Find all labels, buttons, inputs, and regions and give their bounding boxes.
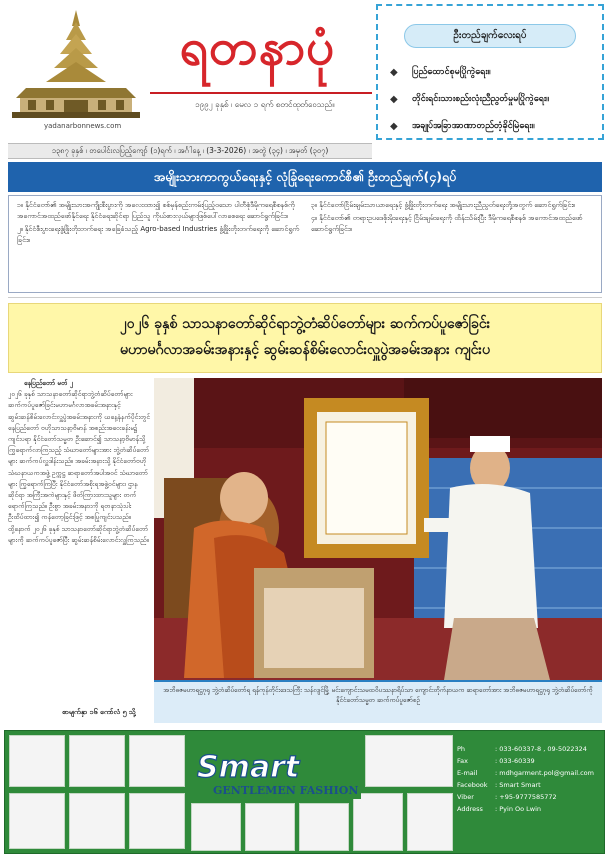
point-item: ၃။ နိုင်ငံတော်ငြိမ်းချမ်းသာယာရေးနှင့် ဖွံ့ဖြိုးတိုးတက်ရေး အမျိုးသားညီညွတ်ရေးတို့အတွက် ဆောင်ရွက်ခြင်း။ xyxy=(311,201,576,209)
point-item: ၄။ နိုင်ငံတော်၏ တရားဥပဒေစိုးမိုးရေးနှင့် ငြိမ်းချမ်းရေးကို ထိန်းသိမ်းပြီး ဒီမိုကရေစီစနစ် အကောင်အထည်ဖော်ဆောင်ရွက်ခြင်း။ xyxy=(311,214,583,233)
contact-row: Address : Pyin Oo Lwin xyxy=(457,805,542,813)
brand-name: Smart xyxy=(197,750,300,785)
shirt-photo xyxy=(191,803,241,851)
objectives-box xyxy=(376,4,604,140)
point-item: ၂။ နိုင်ငံစီးပွားရေးဖွံ့ဖြိုးတိုးတက်ရေး အခြေခံသည့် Agro-based Industries ဖွံ့ဖြိုးတိုးတက်ရေးကို ဆောင်ရွက်ခြင်း။ xyxy=(17,225,300,244)
lead-headline-line2: မဟာမင်္ဂလာအခမ်းအနားနှင့် ဆွမ်းဆန်စိမ်းလောင်းလှူပွဲအခမ်းအနား ကျင်းပ xyxy=(120,342,490,358)
shirt-photo xyxy=(69,735,125,787)
website-url: yadanarbonnews.com xyxy=(44,122,122,130)
headline-objectives: အမျိုးသားကာကွယ်ရေးနှင့် လုံခြုံရေးကောင်စီ၏ ဦးတည်ချက်(၄)ရပ် xyxy=(8,162,602,192)
newspaper-logo: ရတနာပုံ xyxy=(179,17,336,76)
palace-spire-logo xyxy=(6,8,146,120)
article-column xyxy=(8,378,152,723)
diamond-bullet-icon: ◆ xyxy=(390,93,398,105)
article-body: ၂၀၂၆ ခုနှစ် သာသနာတော်ဆိုင်ရာဘွဲ့တံဆိပ်တော်များ ဆက်ကပ်ပူဇော်ခြင်းမဟာမင်္ဂလာအခမ်းအနားနှင့် ဆွမ်းဆန်စိမ်းလောင်းလှူပွဲအခမ်းအနားကို ယနေ့နံနက်ပိုင်းတွင် နေပြည်တော် ဗဟိုသာသနာ့ဗိမာန် အစည်းအဝေးခန်းမ၌ ကျင်းပရာ နိုင်ငံတော်သမ္မတ ဦးဆောင်၍ သာသနာ့ဗိမာန်သို့ ကြွရောက်လာကြသည့် သံဃာတော်များအား ဘွဲ့တံဆိပ်တော်များ ဆက်ကပ်လှူဒါန်းသည်။ အခမ်းအနားသို့ နိုင်ငံတော်ဗဟိုသံဃနာယကအဖွဲ့ ဥက္ကဋ္ဌ ဆရာတော်အပါအဝင် သံဃာတော်များ ကြွရောက်ကြပြီး နိုင်ငံတော်အစိုးရအဖွဲ့ဝင်များ၊ ဌာနဆိုင်ရာ အကြီးအကဲများနှင့် ဖိတ်ကြားထားသူများ တက်ရောက်ကြသည်။ ဦးစွာ အခမ်းအနားကို ရတနာသုံးပါး ဦးထိပ်ထား၍ ကန်တော့ခြင်းဖြင့် အစပြုကျင်းပသည်။ ထို့နောက် ၂၀၂၆ ခုနှစ် သာသနာတော်ဆိုင်ရာဘွဲ့တံဆိပ်တော်များကို ဆက်ကပ်ပူဇော်ပြီး ဆွမ်းဆန်စိမ်းလောင်းလှူကြသည်။ xyxy=(8,390,150,544)
contact-row: Fax : 033-60339 xyxy=(457,757,535,765)
section-divider xyxy=(8,297,602,298)
lead-headline xyxy=(8,303,602,373)
shirt-photo xyxy=(407,793,453,851)
shirt-photo xyxy=(129,735,185,787)
objective-item: ◆ ပြည်ထောင်စုမပြိုကွဲရေး။ xyxy=(390,66,491,78)
brand-tagline: GENTLEMEN FASHION xyxy=(213,784,359,797)
ad-contact-info xyxy=(457,743,603,815)
objective-item: ◆ တိုင်းရင်းသားစည်းလုံးညီညွတ်မှုမပြိုကွဲရေး။ xyxy=(390,93,549,105)
masthead xyxy=(0,0,609,142)
advertisement-smart-fashion xyxy=(4,730,605,854)
contact-row: Viber : +95-9777585772 xyxy=(457,793,557,801)
contact-row: Facebook : Smart Smart xyxy=(457,781,541,789)
objectives-title: ဦးတည်ချက်လေးရပ် xyxy=(404,24,576,48)
store-photo xyxy=(69,793,125,849)
contact-row: Ph : 033-60337-8 , 09-5022324 xyxy=(457,745,587,753)
issue-dateline: ၁၃၈၇ ခုနှစ် ၊ တပေါင်းလပြည့်ကျော် (၁)ရက် ၊ အင်္ဂါနေ့ ၊ (3-3-2026) ၊ အတွဲ (၃၄) ၊ အမှတ် (၃၀၇) xyxy=(8,143,372,159)
points-left-column xyxy=(17,200,301,248)
diamond-bullet-icon: ◆ xyxy=(390,120,398,132)
article-dateline: နေပြည်တော် မတ် ၂ xyxy=(24,379,73,387)
objective-item: ◆ အချုပ်အခြာအာဏာတည်တံ့ခိုင်မြဲရေး။ xyxy=(390,120,535,132)
contact-row: E-mail : mdhgarment.pol@gmail.com xyxy=(457,769,594,777)
diamond-bullet-icon: ◆ xyxy=(390,66,398,78)
established-line: ၁၉၉၂ ခုနှစ် ၊ မေလ ၁ ရက် စတင်ထုတ်ဝေသည်။ xyxy=(195,100,335,109)
photo-caption: အဘိဓဇမဟာရဋ္ဌဂုရု ဘွဲ့တံဆိပ်တော်ရ ရန်ကုန်တိုင်းဒေသကြီး သန်လျင်မြို့ မင်းကျောင်းသမထဝိပဿနာရိပ်သာ ကျောင်းတိုက်နာယက ဆရာတော်အား အဘိဓဇမဟာရဋ္ဌဂုရု ဘွဲ့တံဆိပ်တော်ကို နိုင်ငံတော်သမ္မတ ဆက်ကပ်ပူဇော်စဉ် xyxy=(154,680,602,723)
continued-note: စာမျက်နှာ ၁၆ ကော်လံ ၅ သို့ xyxy=(62,708,136,716)
lead-headline-line1: ၂၀၂၆ ခုနှစ် သာသနာတော်ဆိုင်ရာဘွဲ့တံဆိပ်တော်များ ဆက်ကပ်ပူဇော်ခြင်း xyxy=(119,316,491,332)
shirt-photo xyxy=(9,735,65,787)
logo-underline xyxy=(150,92,372,94)
shirt-photo xyxy=(353,793,403,851)
shirt-photo xyxy=(9,793,65,849)
smart-brand-logo xyxy=(191,739,361,799)
point-item: ၁။ နိုင်ငံတော်၏ အမျိုးသားအကျိုးစီးပွားကို အလေးထား၍ စစ်မှန်စည်းကမ်းပြည့်ဝသော ပါတီစုံဒီမိုကရေစီစနစ်ကို အကောင်အထည်ဖော်နိုင်ရေး နိုင်ငံရေးဆိုင်ရာ ပြည်သူ ကိုယ်စားလှယ်များဖြစ်ပေါ်လာစေရေး ဆောင်ရွက်ခြင်း။ xyxy=(17,201,295,220)
shirt-photo xyxy=(245,803,295,851)
store-photo xyxy=(365,735,453,787)
shirt-photo xyxy=(129,793,185,849)
shirt-photo xyxy=(299,803,349,851)
objectives-points-box xyxy=(8,195,602,293)
points-right-column xyxy=(311,200,595,237)
ceremony-photo xyxy=(154,378,602,680)
